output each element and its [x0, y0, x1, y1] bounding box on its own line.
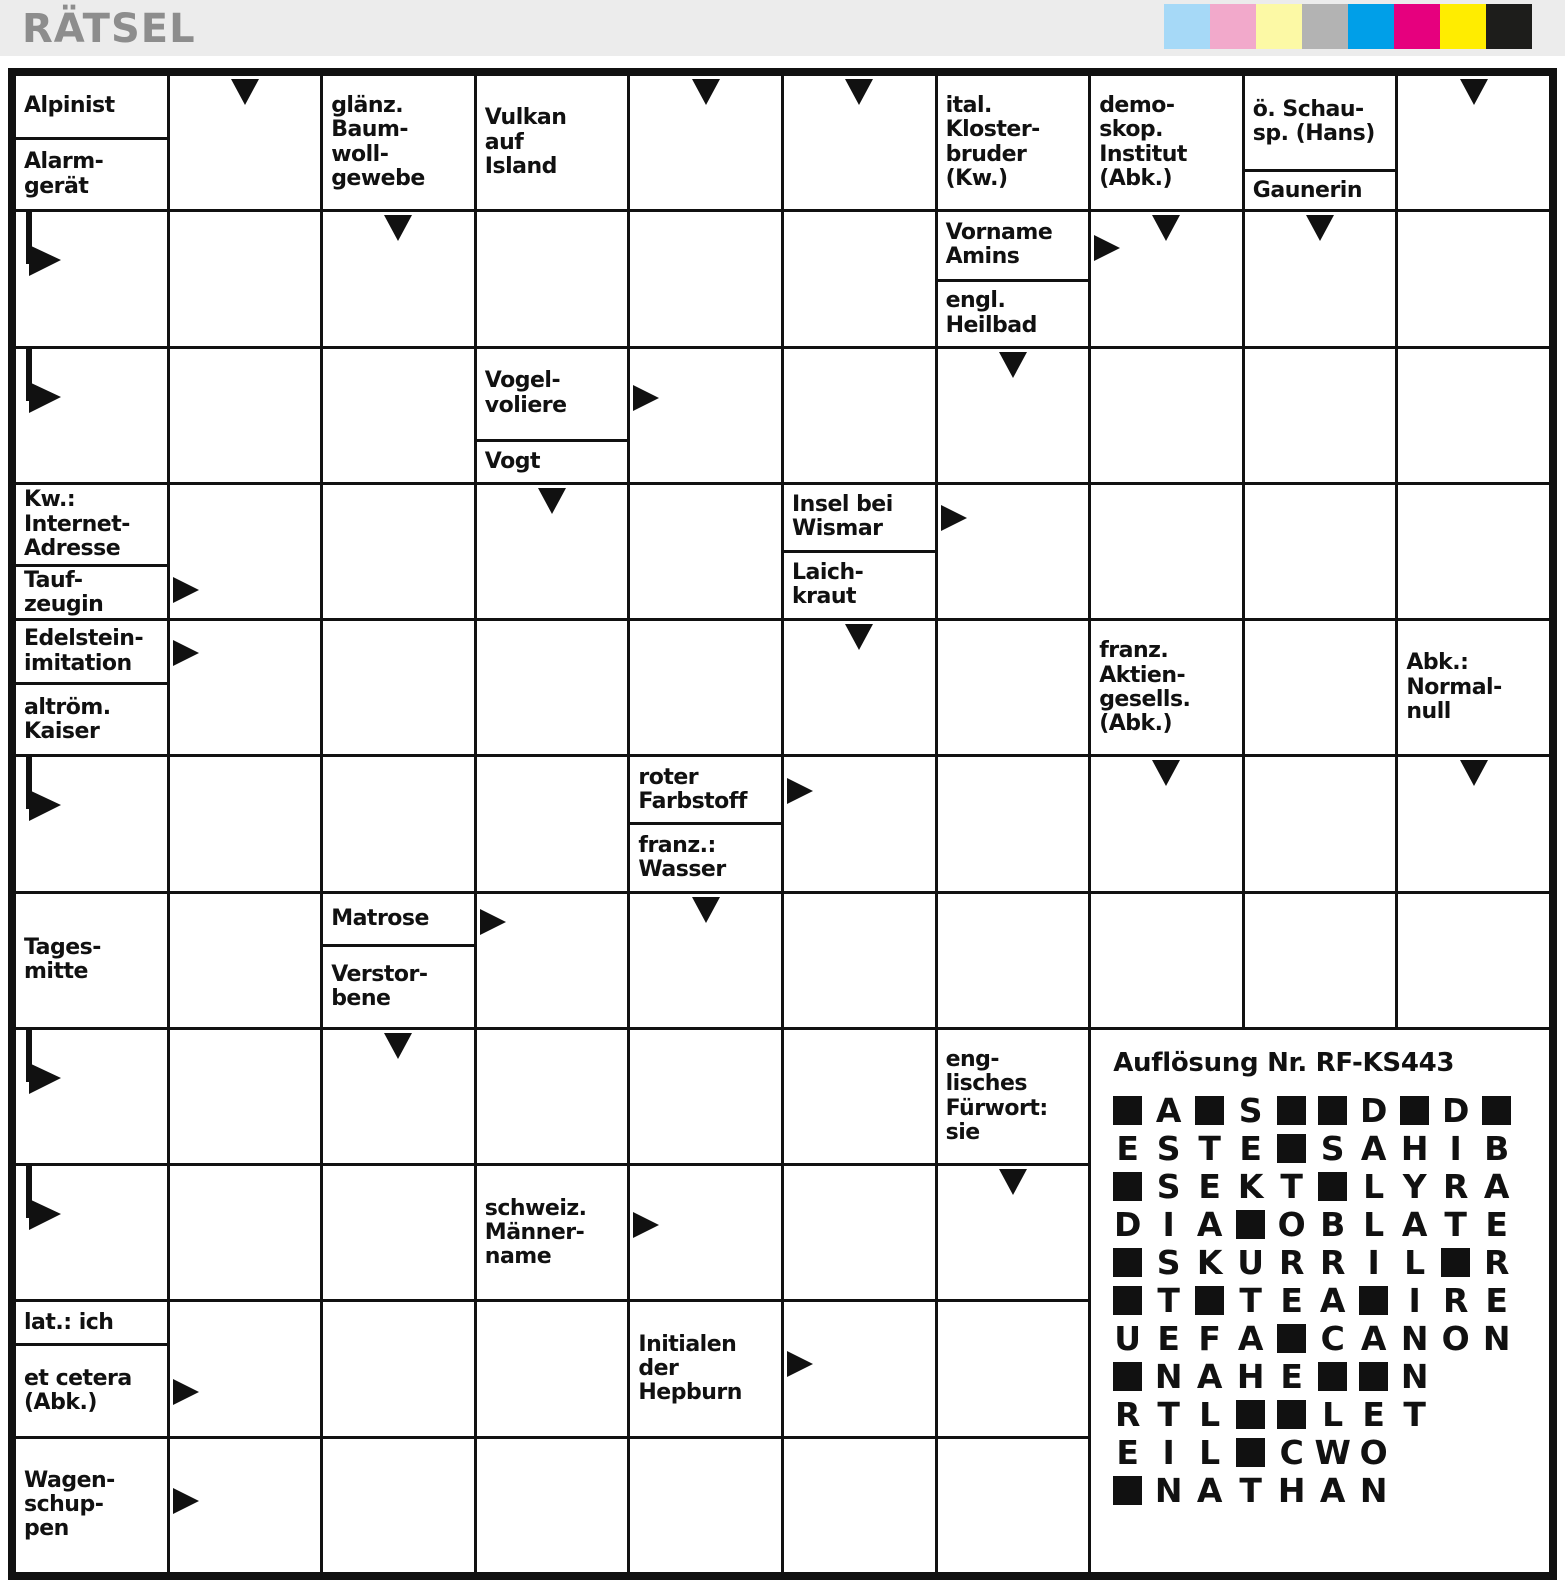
answer-cell-r7c8[interactable] [1091, 894, 1242, 1027]
solution-letter: D [1359, 1091, 1388, 1131]
solution-black-square [1353, 1358, 1394, 1396]
solution-black-square [1230, 1206, 1271, 1244]
solution-letter: N [1482, 1319, 1511, 1359]
answer-cell-r5c2[interactable] [170, 621, 321, 754]
solution-black-square [1271, 1320, 1312, 1358]
right-arrow-icon [787, 1351, 813, 1377]
solution-letter: R [1114, 1395, 1141, 1435]
answer-cell-r9c7[interactable] [938, 1166, 1089, 1299]
solution-letter: B [1484, 1129, 1510, 1169]
answer-cell-r3c9[interactable] [1245, 349, 1396, 482]
color-swatch [1256, 4, 1302, 49]
clue-text: Vogel- voliere [477, 349, 628, 442]
solution-blank [1435, 1472, 1476, 1510]
answer-cell-r5c5[interactable] [630, 621, 781, 754]
solution-letter: T [1198, 1129, 1221, 1169]
answer-cell-r1c6[interactable] [784, 76, 935, 209]
right-arrow-icon [173, 1488, 199, 1514]
down-arrow-icon [384, 1033, 412, 1059]
answer-cell-r5c3[interactable] [323, 621, 474, 754]
answer-cell-r6c4[interactable] [477, 757, 628, 890]
solution-letter: S [1238, 1091, 1263, 1131]
right-arrow-icon [787, 778, 813, 804]
solution-row [1107, 1434, 1549, 1472]
answer-cell-r6c10[interactable] [1398, 757, 1549, 890]
down-arrow-icon [538, 488, 566, 514]
solution-letter: E [1280, 1357, 1303, 1397]
right-arrow-icon [480, 909, 506, 935]
solution-letter: D [1113, 1205, 1142, 1245]
solution-letter: N [1400, 1319, 1429, 1359]
solution-letter: K [1196, 1243, 1223, 1283]
solution-letter: R [1483, 1243, 1510, 1283]
clue-cell-r1c3 [323, 76, 474, 209]
down-arrow-icon [1460, 760, 1488, 786]
solution-letter-grid [1091, 1084, 1549, 1510]
right-arrow-icon [173, 577, 199, 603]
solution-blank [1476, 1358, 1517, 1396]
answer-cell-r7c4[interactable] [477, 894, 628, 1027]
bent-right-arrow-icon [20, 757, 66, 827]
solution-letter: H [1236, 1357, 1265, 1397]
clue-text: Laich- kraut [792, 560, 864, 610]
answer-cell-r8c2[interactable] [170, 1030, 321, 1163]
color-swatch [1348, 4, 1394, 49]
solution-letter: C [1320, 1319, 1345, 1359]
answer-cell-r2c3[interactable] [323, 212, 474, 345]
clue-text: lat.: ich [16, 1302, 167, 1346]
answer-cell-r1c5[interactable] [630, 76, 781, 209]
answer-cell-r11c4[interactable] [477, 1439, 628, 1572]
solution-blank [1435, 1358, 1476, 1396]
answer-cell-r4c4[interactable] [477, 485, 628, 618]
solution-black-square [1107, 1358, 1148, 1396]
color-swatch [1486, 4, 1532, 49]
solution-letter: R [1442, 1167, 1469, 1207]
answer-cell-r7c10[interactable] [1398, 894, 1549, 1027]
down-arrow-icon [692, 897, 720, 923]
clue-cell-r5c10 [1398, 621, 1549, 754]
solution-letter: R [1442, 1281, 1469, 1321]
solution-letter: L [1322, 1395, 1344, 1435]
color-swatch [1302, 4, 1348, 49]
solution-letter: A [1360, 1319, 1387, 1359]
print-color-bar [1164, 4, 1532, 49]
answer-cell-r3c2[interactable] [170, 349, 321, 482]
solution-letter: S [1156, 1243, 1181, 1283]
clue-text: Matrose [323, 894, 474, 947]
answer-cell-r8c6[interactable] [784, 1030, 935, 1163]
solution-letter: H [1277, 1471, 1306, 1511]
answer-cell-r6c3[interactable] [323, 757, 474, 890]
answer-cell-r9c1[interactable] [16, 1166, 167, 1299]
clue-cell-r2c7 [938, 212, 1089, 345]
clue-text: franz. Aktien- gesells. (Abk.) [1099, 638, 1191, 736]
solution-letter: T [1239, 1471, 1262, 1511]
solution-letter: N [1154, 1357, 1183, 1397]
solution-letter: A [1483, 1167, 1510, 1207]
solution-row [1107, 1206, 1549, 1244]
right-arrow-icon [173, 1379, 199, 1405]
down-arrow-icon [1152, 760, 1180, 786]
clue-text: eng- lisches Fürwort: sie [945, 1047, 1048, 1145]
solution-letter: U [1237, 1243, 1265, 1283]
down-arrow-icon [999, 1169, 1027, 1195]
solution-black-square [1107, 1092, 1148, 1130]
clue-text: Verstor- bene [331, 961, 428, 1011]
solution-letter: L [1199, 1395, 1221, 1435]
solution-letter: L [1363, 1205, 1385, 1245]
down-arrow-icon [845, 624, 873, 650]
answer-cell-r4c3[interactable] [323, 485, 474, 618]
down-arrow-icon [845, 79, 873, 105]
answer-cell-r11c7[interactable] [938, 1439, 1089, 1572]
clue-text: engl. Heilbad [945, 288, 1037, 338]
clue-text: Kw.: Internet- Adresse [16, 485, 167, 568]
solution-letter: N [1154, 1471, 1183, 1511]
crossword-grid [8, 68, 1557, 1580]
solution-letter: E [1362, 1395, 1385, 1435]
color-swatch [1164, 4, 1210, 49]
answer-cell-r4c2[interactable] [170, 485, 321, 618]
answer-cell-r3c5[interactable] [630, 349, 781, 482]
answer-cell-r8c1[interactable] [16, 1030, 167, 1163]
solution-letter: A [1196, 1357, 1223, 1397]
clue-text: Vorname Amins [938, 212, 1089, 281]
solution-letter: T [1157, 1281, 1180, 1321]
answer-cell-r10c7[interactable] [938, 1302, 1089, 1435]
solution-black-square [1476, 1092, 1517, 1130]
solution-black-square [1435, 1244, 1476, 1282]
solution-row [1107, 1320, 1549, 1358]
answer-cell-r11c5[interactable] [630, 1439, 781, 1572]
solution-blank [1435, 1396, 1476, 1434]
solution-letter: A [1155, 1091, 1182, 1131]
answer-cell-r8c5[interactable] [630, 1030, 781, 1163]
solution-letter: I [1449, 1129, 1462, 1169]
answer-cell-r2c2[interactable] [170, 212, 321, 345]
answer-cell-r4c5[interactable] [630, 485, 781, 618]
solution-black-square [1189, 1092, 1230, 1130]
clue-text: Wagen- schup- pen [24, 1468, 115, 1542]
solution-black-square [1107, 1472, 1148, 1510]
answer-cell-r2c5[interactable] [630, 212, 781, 345]
answer-cell-r10c3[interactable] [323, 1302, 474, 1435]
answer-cell-r1c10[interactable] [1398, 76, 1549, 209]
clue-text: Initialen der Hepburn [638, 1331, 742, 1406]
answer-cell-r3c10[interactable] [1398, 349, 1549, 482]
solution-letter: E [1157, 1319, 1180, 1359]
solution-blank [1394, 1434, 1435, 1472]
right-arrow-icon [1094, 235, 1120, 261]
right-arrow-icon [941, 505, 967, 531]
bent-right-arrow-icon [20, 1166, 66, 1236]
solution-letter: A [1196, 1205, 1223, 1245]
solution-blank [1476, 1434, 1517, 1472]
clue-text: Vulkan auf Island [484, 105, 567, 179]
solution-letter: T [1157, 1395, 1180, 1435]
answer-cell-r3c8[interactable] [1091, 349, 1242, 482]
answer-cell-r2c8[interactable] [1091, 212, 1242, 345]
solution-black-square [1271, 1092, 1312, 1130]
clue-text: ö. Schau- sp. (Hans) [1245, 76, 1396, 172]
color-swatch [1210, 4, 1256, 49]
solution-letter: A [1196, 1471, 1223, 1511]
down-arrow-icon [1306, 215, 1334, 241]
solution-letter: E [1280, 1281, 1303, 1321]
solution-letter: I [1162, 1433, 1175, 1473]
solution-letter: L [1363, 1167, 1385, 1207]
solution-letter: A [1319, 1281, 1346, 1321]
answer-cell-r7c5[interactable] [630, 894, 781, 1027]
clue-cell-r1c1 [16, 76, 167, 209]
solution-black-square [1271, 1396, 1312, 1434]
clue-text: Tauf- zeugin [24, 567, 104, 617]
solution-letter: H [1400, 1129, 1429, 1169]
bent-right-arrow-icon [20, 349, 66, 419]
solution-letter: B [1320, 1205, 1346, 1245]
clue-cell-r5c1 [16, 621, 167, 754]
solution-blank [1476, 1472, 1517, 1510]
answer-cell-r4c9[interactable] [1245, 485, 1396, 618]
clue-text: altröm. Kaiser [24, 694, 111, 744]
clue-text: demo- skop. Institut (Abk.) [1099, 93, 1187, 191]
answer-cell-r7c7[interactable] [938, 894, 1089, 1027]
answer-cell-r2c9[interactable] [1245, 212, 1396, 345]
solution-letter: E [1198, 1167, 1221, 1207]
answer-cell-r2c1[interactable] [16, 212, 167, 345]
solution-letter: L [1199, 1433, 1221, 1473]
solution-black-square [1394, 1092, 1435, 1130]
answer-cell-r3c1[interactable] [16, 349, 167, 482]
answer-cell-r5c9[interactable] [1245, 621, 1396, 754]
answer-cell-r3c6[interactable] [784, 349, 935, 482]
answer-cell-r6c2[interactable] [170, 757, 321, 890]
solution-letter: I [1367, 1243, 1380, 1283]
answer-cell-r10c4[interactable] [477, 1302, 628, 1435]
solution-letter: E [1485, 1281, 1508, 1321]
solution-letter: O [1277, 1205, 1306, 1245]
answer-cell-r9c2[interactable] [170, 1166, 321, 1299]
answer-cell-r1c2[interactable] [170, 76, 321, 209]
solution-letter: O [1359, 1433, 1388, 1473]
page-title: RÄTSEL [22, 6, 196, 52]
solution-letter: S [1156, 1167, 1181, 1207]
answer-cell-r5c4[interactable] [477, 621, 628, 754]
down-arrow-icon [384, 215, 412, 241]
answer-cell-r7c9[interactable] [1245, 894, 1396, 1027]
clue-cell-r6c5 [630, 757, 781, 890]
clue-text: ital. Kloster- bruder (Kw.) [945, 93, 1040, 191]
solution-row [1107, 1396, 1549, 1434]
answer-cell-r9c5[interactable] [630, 1166, 781, 1299]
right-arrow-icon [173, 640, 199, 666]
answer-cell-r8c4[interactable] [477, 1030, 628, 1163]
right-arrow-icon [633, 1212, 659, 1238]
solution-letter: E [1116, 1129, 1139, 1169]
clue-text: et cetera (Abk.) [24, 1365, 132, 1416]
color-swatch [1440, 4, 1486, 49]
solution-row [1107, 1358, 1549, 1396]
clue-cell-r9c4 [477, 1166, 628, 1299]
solution-letter: E [1116, 1433, 1139, 1473]
answer-cell-r4c7[interactable] [938, 485, 1089, 618]
solution-row [1107, 1282, 1549, 1320]
clue-text: Gaunerin [1252, 177, 1362, 203]
solution-letter: A [1237, 1319, 1264, 1359]
page-header [0, 0, 1565, 56]
solution-letter: W [1314, 1433, 1351, 1473]
solution-letter: D [1441, 1091, 1470, 1131]
answer-cell-r4c8[interactable] [1091, 485, 1242, 618]
solution-letter: T [1403, 1395, 1426, 1435]
answer-cell-r3c7[interactable] [938, 349, 1089, 482]
color-swatch [1394, 4, 1440, 49]
answer-cell-r9c6[interactable] [784, 1166, 935, 1299]
clue-text: Tages- mitte [24, 935, 101, 985]
solution-letter: U [1114, 1319, 1142, 1359]
answer-cell-r11c3[interactable] [323, 1439, 474, 1572]
solution-letter: S [1156, 1129, 1181, 1169]
clue-cell-r11c1 [16, 1439, 167, 1572]
clue-cell-r10c1 [16, 1302, 167, 1435]
answer-cell-r4c10[interactable] [1398, 485, 1549, 618]
answer-cell-r6c9[interactable] [1245, 757, 1396, 890]
solution-letter: L [1404, 1243, 1426, 1283]
clue-cell-r3c4 [477, 349, 628, 482]
solution-letter: R [1319, 1243, 1346, 1283]
answer-cell-r11c6[interactable] [784, 1439, 935, 1572]
clue-text: glänz. Baum- woll- gewebe [331, 93, 425, 191]
right-arrow-icon [633, 385, 659, 411]
clue-text: Alpinist [16, 76, 167, 140]
answer-cell-r10c2[interactable] [170, 1302, 321, 1435]
answer-cell-r8c3[interactable] [323, 1030, 474, 1163]
solution-row [1107, 1092, 1549, 1130]
answer-cell-r6c8[interactable] [1091, 757, 1242, 890]
solution-blank [1394, 1472, 1435, 1510]
clue-cell-r7c1 [16, 894, 167, 1027]
solution-letter: O [1441, 1319, 1470, 1359]
clue-cell-r8c7 [938, 1030, 1089, 1163]
solution-black-square [1107, 1244, 1148, 1282]
answer-cell-r7c6[interactable] [784, 894, 935, 1027]
solution-blank [1435, 1434, 1476, 1472]
clue-text: franz.: Wasser [638, 832, 726, 882]
clue-text: Vogt [484, 448, 540, 474]
solution-row [1107, 1130, 1549, 1168]
clue-cell-r4c1 [16, 485, 167, 618]
solution-letter: Y [1402, 1167, 1427, 1207]
solution-letter: A [1319, 1471, 1346, 1511]
solution-letter: E [1239, 1129, 1262, 1169]
solution-letter: N [1359, 1471, 1388, 1511]
clue-text: Edelstein- imitation [16, 621, 167, 685]
solution-letter: C [1279, 1433, 1304, 1473]
clue-cell-r10c5 [630, 1302, 781, 1435]
solution-letter: T [1444, 1205, 1467, 1245]
answer-cell-r5c7[interactable] [938, 621, 1089, 754]
solution-black-square [1312, 1092, 1353, 1130]
answer-cell-r2c6[interactable] [784, 212, 935, 345]
solution-black-square [1107, 1282, 1148, 1320]
solution-black-square [1312, 1358, 1353, 1396]
answer-cell-r3c3[interactable] [323, 349, 474, 482]
solution-blank [1476, 1396, 1517, 1434]
answer-cell-r7c2[interactable] [170, 894, 321, 1027]
clue-cell-r1c4 [477, 76, 628, 209]
clue-cell-r7c3 [323, 894, 474, 1027]
clue-cell-r5c8 [1091, 621, 1242, 754]
solution-letter: A [1360, 1129, 1387, 1169]
answer-cell-r6c7[interactable] [938, 757, 1089, 890]
solution-row [1107, 1472, 1549, 1510]
down-arrow-icon [999, 352, 1027, 378]
clue-text: roter Farbstoff [630, 757, 781, 825]
solution-black-square [1230, 1396, 1271, 1434]
bent-right-arrow-icon [20, 212, 66, 282]
answer-cell-r9c3[interactable] [323, 1166, 474, 1299]
clue-text: Alarm- gerät [24, 149, 104, 199]
answer-cell-r10c6[interactable] [784, 1302, 935, 1435]
solution-letter: K [1237, 1167, 1264, 1207]
clue-cell-r1c9 [1245, 76, 1396, 209]
solution-black-square [1312, 1168, 1353, 1206]
solution-letter: T [1280, 1167, 1303, 1207]
solution-letter: T [1239, 1281, 1262, 1321]
bent-right-arrow-icon [20, 1030, 66, 1100]
down-arrow-icon [1460, 79, 1488, 105]
solution-letter: R [1278, 1243, 1305, 1283]
down-arrow-icon [231, 79, 259, 105]
solution-letter: A [1401, 1205, 1428, 1245]
solution-letter: E [1485, 1205, 1508, 1245]
clue-cell-r1c8 [1091, 76, 1242, 209]
solution-row [1107, 1168, 1549, 1206]
solution-box [1091, 1030, 1549, 1572]
clue-cell-r4c6 [784, 485, 935, 618]
answer-cell-r5c6[interactable] [784, 621, 935, 754]
solution-title: Auflösung Nr. RF-KS443 [1113, 1047, 1455, 1078]
solution-letter: I [1408, 1281, 1421, 1321]
solution-black-square [1230, 1434, 1271, 1472]
clue-text: Abk.: Normal- null [1406, 650, 1502, 724]
answer-cell-r2c10[interactable] [1398, 212, 1549, 345]
answer-cell-r6c6[interactable] [784, 757, 935, 890]
down-arrow-icon [1152, 215, 1180, 241]
solution-letter: N [1400, 1357, 1429, 1397]
clue-cell-r1c7 [938, 76, 1089, 209]
clue-text: Insel bei Wismar [784, 485, 935, 553]
solution-black-square [1107, 1168, 1148, 1206]
solution-black-square [1189, 1282, 1230, 1320]
answer-cell-r6c1[interactable] [16, 757, 167, 890]
solution-letter: F [1198, 1319, 1221, 1359]
down-arrow-icon [692, 79, 720, 105]
clue-text: schweiz. Männer- name [484, 1195, 587, 1269]
answer-cell-r2c4[interactable] [477, 212, 628, 345]
solution-black-square [1353, 1282, 1394, 1320]
solution-letter: I [1162, 1205, 1175, 1245]
answer-cell-r11c2[interactable] [170, 1439, 321, 1572]
solution-letter: S [1320, 1129, 1345, 1169]
solution-black-square [1271, 1130, 1312, 1168]
solution-row [1107, 1244, 1549, 1282]
